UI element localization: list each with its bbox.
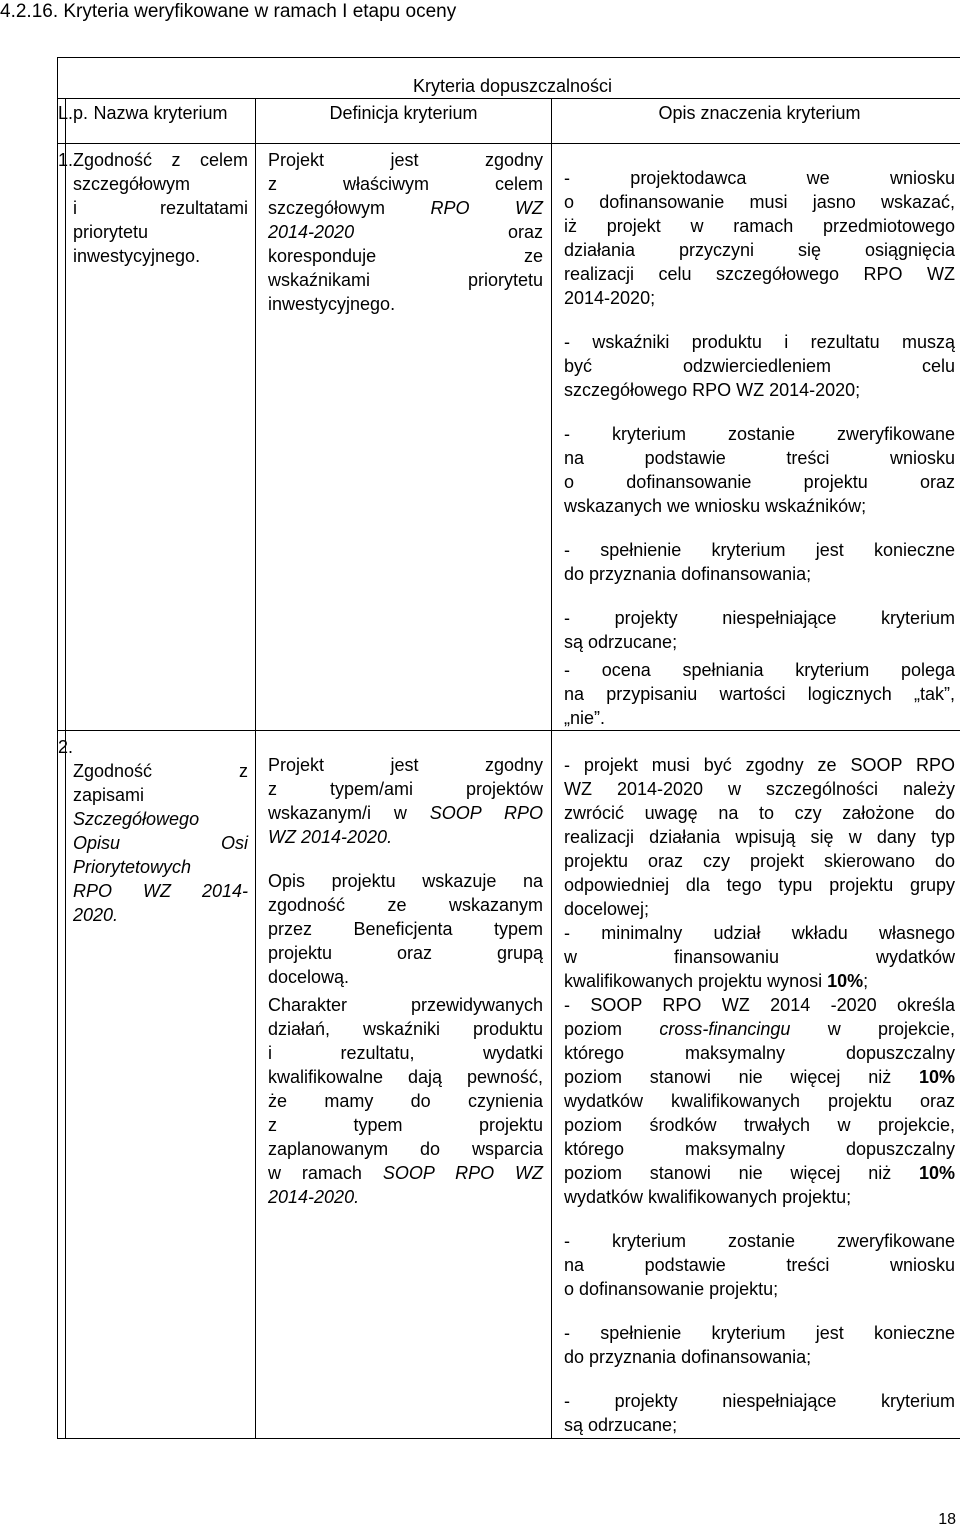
text-line: działań, wskaźniki produktu [268,1019,543,1039]
text-line: 2020. [73,905,119,925]
text-line: realizacji celu szczegółowego RPO WZ [564,264,956,284]
text-line: - spełnienie kryterium jest konieczne [564,1323,956,1343]
header-description: Opis znaczenia kryterium [552,99,960,144]
text-line: koresponduje ze [268,246,543,266]
text-segment: w projekcie, [790,1019,956,1039]
criteria-table [57,57,960,1439]
row-1-name [66,144,256,731]
text-line: Szczegółowego [73,809,200,829]
text-line: zwrócić uwagę na to czy założone do [564,803,956,823]
text-line: są odrzucane; [564,1415,678,1435]
table-title-row [58,58,960,99]
text-segment: poziom stanowi nie więcej niż [564,1067,919,1087]
text-segment: kwalifikowanych projektu wynosi [564,971,828,991]
text-line: projektu oraz czy projekt skierowano do [564,851,956,871]
text-line: którego maksymalny dopuszczalny [564,1139,956,1159]
row-1-definition [256,144,552,731]
text-line: Charakter przewidywanych [268,995,543,1015]
text-line: WZ 2014-2020 w szczególności należy [564,779,956,799]
text-line: - SOOP RPO WZ 2014 -2020 określa [564,995,956,1015]
text-line: docelową. [268,967,350,987]
text-line: - wskaźniki produktu i rezultatu muszą [564,332,956,352]
paragraph [268,869,543,989]
text-line: odpowiedniej dla tego typu projektu grupy [564,875,956,895]
percent-value: 10% [919,1163,956,1183]
text-line: zgodność ze wskazanym [268,895,543,915]
text-line: Opisu Osi [73,833,248,853]
text-line: Opis projektu wskazuje na [268,871,543,891]
text-line: zapisami [73,785,145,805]
text-line [564,1161,955,1185]
text-line: do przyznania dofinansowania; [564,564,812,584]
row-2-description [552,731,960,1439]
text-line: priorytetu [73,222,149,242]
paragraph [564,606,955,654]
row-2-lp: 2. [58,731,66,1439]
text-segment: ; [863,971,869,991]
text-line [564,1065,955,1089]
text-line: o dofinansowanie projektu oraz [564,472,956,492]
table-header-row [58,99,960,144]
row-2-definition [256,731,552,1439]
text-line: 2014-2020; [564,288,656,308]
text-line: - projektodawca we wniosku [564,168,956,188]
text-line: Projekt jest zgodny [268,150,543,170]
text-line: wskaźnikami priorytetu [268,270,543,290]
text-segment: poziom stanowi nie więcej niż [564,1163,919,1183]
text-line: szczegółowym RPO WZ [268,198,543,218]
text-line: o dofinansowanie projektu; [564,1279,779,1299]
text-line: w finansowaniu wydatków [564,947,956,967]
paragraph [564,422,955,518]
text-line: szczegółowego RPO WZ 2014-2020; [564,380,861,400]
text-line: inwestycyjnego. [73,246,201,266]
header-definition: Definicja kryterium [256,99,552,144]
paragraph [564,330,955,402]
page-number: 18 [938,1511,956,1528]
paragraph [564,538,955,586]
percent-value: 10% [827,971,864,991]
text-line: przez Beneficjenta typem [268,919,543,939]
paragraph [564,753,955,1209]
text-line: do przyznania dofinansowania; [564,1347,812,1367]
table-row [58,731,960,1439]
text-line: 2014-2020 oraz [268,222,543,242]
text-line: - projekt musi być zgodny ze SOOP RPO [564,755,956,775]
paragraph [564,1389,955,1437]
text-line: - projekty niespełniające kryterium [564,608,956,628]
text-line: szczegółowym [73,174,191,194]
text-line: WZ 2014-2020. [268,827,393,847]
text-line: - projekty niespełniające kryterium [564,1391,956,1411]
text-line: kwalifikowalne dają pewność, [268,1067,543,1087]
text-line: działania przyczyni się osiągnięcia [564,240,956,260]
paragraph [268,753,543,849]
text-line: Projekt jest zgodny [268,755,543,775]
paragraph [564,1229,955,1301]
text-line: iż projekt w ramach przedmiotowego [564,216,956,236]
paragraph [564,658,955,730]
text-line: Zgodność z celem [73,150,248,170]
text-line: 2014-2020. [268,1187,360,1207]
section-heading: 4.2.16. Kryteria weryfikowane w ramach I etapu oceny [0,1,457,22]
text-line: zaplanowanym do wsparcia [268,1139,543,1159]
text-line: RPO WZ 2014- [73,881,248,901]
text-line: i rezultatu, wydatki [268,1043,543,1063]
table-title: Kryteria dopuszczalności [58,58,960,99]
text-line: wskazanych we wniosku wskaźników; [564,496,867,516]
text-line: Zgodność z [73,761,248,781]
text-line: poziom środków trwałych w projekcie, [564,1115,956,1135]
text-line: na podstawie treści wniosku [564,448,956,468]
row-2-name [66,731,256,1439]
text-line: w ramach SOOP RPO WZ [268,1163,543,1183]
text-line: z typem projektu [268,1115,543,1135]
text-segment: poziom [564,1019,660,1039]
text-line: o dofinansowanie musi jasno wskazać, [564,192,956,212]
text-line: być odzwierciedleniem celu [564,356,956,376]
text-line: i rezultatami [73,198,248,218]
text-line: że mamy do czynienia [268,1091,543,1111]
text-line: wskazanym/i w SOOP RPO [268,803,544,823]
text-line: z typem/ami projektów [268,779,543,799]
text-line: - kryterium zostanie zweryfikowane [564,1231,956,1251]
text-line: wydatków kwalifikowanych projektu oraz [564,1091,956,1111]
text-line: docelowej; [564,899,650,919]
text-line: wydatków kwalifikowanych projektu; [564,1187,852,1207]
paragraph [564,1321,955,1369]
text-line: - spełnienie kryterium jest konieczne [564,540,956,560]
text-line: są odrzucane; [564,632,678,652]
header-name: Nazwa kryterium [66,99,256,144]
table-row [58,144,960,731]
text-line: - minimalny udział wkładu własnego [564,923,956,943]
text-line [564,969,955,993]
text-line: Priorytetowych [73,857,192,877]
percent-value: 10% [919,1067,956,1087]
text-line: realizacji działania wpisują się w dany typ [564,827,956,847]
paragraph [268,993,543,1209]
text-line: z właściwym celem [268,174,543,194]
text-segment: cross-financingu [659,1019,791,1039]
paragraph [564,166,955,310]
row-1-description [552,144,960,731]
text-line: projektu oraz grupą [268,943,543,963]
header-lp: L.p. [58,99,66,144]
text-line: inwestycyjnego. [268,294,396,314]
text-line: „nie”. [564,708,606,728]
text-line: na podstawie treści wniosku [564,1255,956,1275]
text-line: którego maksymalny dopuszczalny [564,1043,956,1063]
text-line: - ocena spełniania kryterium polega [564,660,956,680]
row-1-lp: 1. [58,144,66,731]
text-line: na przypisaniu wartości logicznych „tak”, [564,684,956,704]
text-line [564,1017,955,1041]
text-line: - kryterium zostanie zweryfikowane [564,424,956,444]
